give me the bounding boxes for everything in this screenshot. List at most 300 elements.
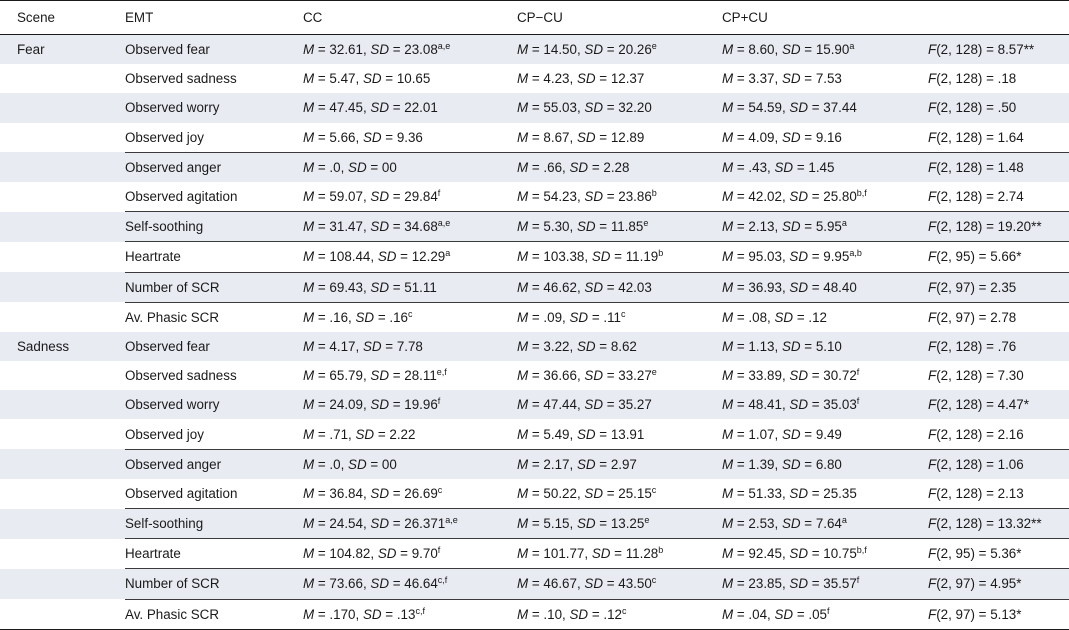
mean-value: 5.15: [543, 516, 570, 532]
significance-superscript: a,e: [445, 515, 458, 526]
significance-superscript: a,e: [437, 218, 451, 229]
mean-symbol: M: [722, 159, 734, 175]
significance-superscript: e: [643, 218, 649, 229]
mean-symbol: M: [722, 485, 734, 501]
f-test-cell: F(2, 128) = 8.57**: [928, 42, 1035, 58]
sd-symbol: SD: [362, 71, 382, 87]
sd-symbol: SD: [591, 546, 611, 562]
significance-superscript: f: [856, 575, 860, 586]
cp-minus-cu-cell: M = 5.30, SD = 11.85$^e$: [517, 212, 722, 242]
table-row: [0, 35, 1069, 65]
f-symbol: F: [928, 368, 937, 384]
sd-symbol: SD: [584, 576, 603, 592]
mean-value: 59.07: [329, 189, 363, 205]
mean-symbol: M: [517, 279, 529, 295]
emt-cell: Av. Phasic SCR: [125, 302, 303, 332]
sd-symbol: SD: [781, 516, 801, 532]
mean-symbol: M: [517, 309, 529, 325]
mean-symbol: M: [303, 129, 315, 145]
cp-plus-cu-cell: M = 1.39, SD = 6.80: [722, 449, 928, 479]
table-row: [0, 599, 1069, 629]
mean-symbol: M: [722, 189, 734, 205]
sd-symbol: SD: [362, 338, 382, 354]
significance-superscript: a,e: [437, 41, 451, 52]
emt-cell: Self-soothing: [125, 212, 303, 242]
sd-value: 26.69: [404, 485, 438, 501]
sd-value: 35.03: [823, 397, 857, 413]
f-value: 2.13: [997, 485, 1024, 501]
header-cp-minus-cu: CP−CU: [517, 1, 722, 35]
header-cp-plus-cu: CP+CU: [722, 1, 928, 35]
mean-value: .71: [329, 426, 349, 442]
significance-superscript: b,f: [856, 545, 867, 556]
sd-symbol: SD: [576, 456, 596, 472]
cc-cell: M = 31.47, SD = $34.68^{a,e}$: [303, 212, 517, 242]
cc-cell: M = .16, SD = .16$^c$: [303, 302, 517, 332]
sd-value: 5.95: [815, 219, 842, 235]
table-row: [0, 212, 1069, 242]
mean-symbol: M: [303, 576, 315, 592]
sd-symbol: SD: [355, 426, 375, 442]
sd-value: 8.62: [610, 338, 637, 354]
sd-symbol: SD: [576, 426, 596, 442]
mean-value: 23.85: [748, 576, 782, 592]
mean-symbol: M: [303, 606, 315, 622]
significance-stars: **: [1031, 219, 1042, 235]
sd-value: 34.68: [404, 219, 438, 235]
f-value: 8.57: [997, 42, 1024, 58]
significance-superscript: c,f: [415, 605, 425, 616]
mean-value: 5.30: [543, 219, 570, 235]
table-row: [0, 123, 1069, 153]
sd-symbol: SD: [584, 368, 603, 384]
sd-value: 7.64: [815, 516, 842, 532]
mean-symbol: M: [303, 42, 315, 58]
significance-superscript: e: [644, 515, 650, 526]
mean-value: 47.44: [543, 397, 577, 413]
header-scene: Scene: [0, 1, 125, 35]
sd-value: 10.65: [396, 71, 431, 87]
f-value: 13.32: [997, 516, 1032, 532]
sd-symbol: SD: [781, 219, 801, 235]
mean-value: .09: [543, 309, 563, 325]
table-row: [0, 509, 1069, 539]
significance-superscript: a: [841, 218, 847, 229]
table-row: [0, 93, 1069, 122]
mean-value: 103.38: [543, 249, 585, 265]
mean-symbol: M: [517, 159, 529, 175]
sd-value: 25.35: [823, 485, 857, 501]
cc-cell: M = 104.82, SD = 9.70$^f$: [303, 539, 517, 569]
header-row: [0, 1, 1069, 35]
sd-value: .12: [603, 606, 622, 622]
scene-cell: [0, 599, 125, 629]
significance-superscript: f: [856, 367, 860, 378]
mean-symbol: M: [722, 338, 734, 354]
mean-symbol: M: [722, 456, 734, 472]
sd-value: 5.10: [815, 338, 842, 354]
significance-stars: *: [1016, 576, 1022, 592]
sd-symbol: SD: [584, 42, 603, 58]
f-symbol: F: [928, 426, 937, 442]
mean-symbol: M: [303, 516, 315, 532]
mean-symbol: M: [722, 546, 734, 562]
sd-symbol: SD: [569, 159, 589, 175]
sd-symbol: SD: [789, 546, 808, 562]
f-value: 1.06: [997, 456, 1024, 472]
sd-symbol: SD: [370, 189, 389, 205]
significance-superscript: f: [437, 396, 441, 407]
emt-cell: Observed anger: [125, 152, 303, 182]
significance-superscript: c: [651, 484, 657, 495]
significance-superscript: a: [841, 515, 847, 526]
significance-stars: *: [1016, 249, 1022, 265]
scene-cell: [0, 390, 125, 419]
mean-symbol: M: [303, 219, 315, 235]
mean-symbol: M: [517, 546, 529, 562]
emt-cell: Self-soothing: [125, 509, 303, 539]
sd-value: 13.25: [610, 516, 645, 532]
significance-superscript: c: [408, 308, 413, 319]
mean-symbol: M: [722, 576, 734, 592]
significance-superscript: b: [658, 545, 664, 556]
cc-cell: M = 24.09, SD = 19.96$^f$: [303, 396, 441, 413]
mean-symbol: M: [303, 159, 315, 175]
sd-value: 11.19: [625, 249, 659, 265]
sd-symbol: SD: [774, 309, 794, 325]
sd-value: 20.26: [618, 42, 652, 58]
f-value: .76: [997, 338, 1017, 354]
mean-symbol: M: [722, 279, 734, 295]
emt-cell: Observed joy: [125, 129, 204, 145]
sd-symbol: SD: [576, 516, 596, 532]
sd-value: 28.11: [404, 368, 437, 384]
f-value: 1.64: [997, 129, 1024, 145]
sd-value: 35.57: [823, 576, 857, 592]
mean-value: 36.84: [329, 485, 363, 501]
table-body: [0, 35, 1069, 630]
f-symbol: F: [928, 485, 937, 501]
sd-symbol: SD: [781, 71, 801, 87]
mean-value: 5.66: [329, 129, 356, 145]
sd-symbol: SD: [789, 368, 808, 384]
cc-cell: M = .170, SD = $.13^{c,f}$: [303, 599, 517, 629]
scene-cell: [0, 449, 125, 479]
f-symbol: F: [928, 219, 937, 235]
table-row: [0, 390, 1069, 419]
mean-value: 5.47: [329, 71, 356, 87]
mean-value: 1.39: [748, 456, 775, 472]
cp-minus-cu-cell: M = 2.17, SD = 2.97: [517, 449, 722, 479]
significance-superscript: f: [856, 396, 860, 407]
f-value: 19.20: [997, 219, 1032, 235]
f-symbol: F: [928, 338, 937, 354]
table-row: [0, 539, 1069, 569]
mean-value: 54.23: [543, 189, 577, 205]
sd-value: 7.53: [815, 71, 842, 87]
cp-plus-cu-cell: M = 33.89, SD = 30.72$^f$: [722, 367, 860, 384]
mean-value: 3.22: [543, 338, 570, 354]
degrees-of-freedom: 2, 128: [940, 456, 978, 472]
mean-value: .0: [329, 456, 341, 472]
significance-superscript: e: [651, 367, 657, 378]
degrees-of-freedom: 2, 128: [940, 189, 978, 205]
sd-value: 13.91: [610, 426, 645, 442]
scene-cell: [0, 361, 125, 390]
scene-cell: [0, 212, 125, 242]
mean-symbol: M: [303, 338, 315, 354]
sd-symbol: SD: [569, 606, 589, 622]
emt-cell: Observed worry: [125, 397, 220, 413]
sd-value: 9.95: [823, 249, 850, 265]
scene-cell: [0, 152, 125, 182]
scene-cell: [0, 272, 125, 302]
cc-cell: M = 108.44, SD = 12.29$^a$: [303, 242, 517, 272]
sd-symbol: SD: [576, 338, 596, 354]
cp-plus-cu-cell: M = 92.45, SD = $10.75^{b,f}$: [722, 539, 928, 569]
sd-symbol: SD: [362, 606, 382, 622]
scene-cell: [0, 123, 125, 153]
mean-symbol: M: [722, 129, 734, 145]
cp-plus-cu-cell: M = 54.59, SD = 37.44: [722, 100, 857, 116]
mean-value: .16: [329, 309, 349, 325]
significance-superscript: c: [437, 484, 443, 495]
sd-symbol: SD: [569, 309, 589, 325]
mean-value: 73.66: [329, 576, 363, 592]
emt-cell: Observed agitation: [125, 189, 238, 205]
scene-cell: [0, 509, 125, 539]
sd-value: 46.64: [404, 576, 438, 592]
sd-value: 25.15: [618, 485, 652, 501]
sd-symbol: SD: [781, 456, 801, 472]
mean-value: 1.07: [748, 426, 775, 442]
f-value: 2.16: [997, 426, 1024, 442]
significance-superscript: f: [437, 188, 441, 199]
significance-superscript: b,f: [856, 188, 867, 199]
f-symbol: F: [928, 42, 937, 58]
sd-value: 2.22: [389, 426, 416, 442]
significance-superscript: a: [849, 41, 855, 52]
mean-value: 46.67: [543, 576, 577, 592]
sd-symbol: SD: [781, 129, 801, 145]
scene-cell: [0, 93, 125, 122]
significance-superscript: a: [445, 248, 451, 259]
cp-plus-cu-cell: M = 2.53, SD = 7.64$^a$: [722, 509, 928, 539]
significance-stars: *: [1016, 546, 1022, 562]
sd-value: 23.86: [618, 189, 652, 205]
cp-plus-cu-cell: M = 51.33, SD = 25.35: [722, 485, 857, 501]
f-value: 4.95: [990, 576, 1017, 592]
mean-symbol: M: [517, 189, 529, 205]
emt-cell: Observed fear: [125, 42, 210, 58]
mean-symbol: M: [517, 219, 529, 235]
header-emt: EMT: [125, 1, 303, 35]
f-test-cell: F(2, 97) = 4.95*: [928, 569, 1069, 599]
degrees-of-freedom: 2, 97: [940, 576, 971, 592]
cp-minus-cu-cell: M = 46.67, SD = 43.50$^c$: [517, 569, 722, 599]
sd-value: 33.27: [618, 368, 652, 384]
mean-symbol: M: [722, 42, 734, 58]
cp-plus-cu-cell: M = 4.09, SD = 9.16: [722, 129, 842, 145]
f-symbol: F: [928, 576, 937, 592]
mean-value: 101.77: [543, 546, 585, 562]
mean-value: 55.03: [543, 100, 577, 116]
mean-value: 24.09: [329, 397, 363, 413]
sd-value: 1.45: [808, 159, 835, 175]
significance-superscript: c,f: [437, 575, 448, 586]
f-test-cell: F(2, 128) = 4.47*: [928, 397, 1029, 413]
f-test-cell: F(2, 97) = 2.78: [928, 302, 1069, 332]
mean-symbol: M: [722, 100, 734, 116]
mean-symbol: M: [517, 397, 529, 413]
sd-symbol: SD: [789, 397, 808, 413]
mean-symbol: M: [303, 368, 315, 384]
mean-value: 5.49: [543, 426, 570, 442]
f-value: 2.35: [990, 279, 1017, 295]
table-row: [0, 242, 1069, 272]
degrees-of-freedom: 2, 97: [940, 309, 971, 325]
mean-symbol: M: [517, 100, 529, 116]
scene-cell: [0, 302, 125, 332]
mean-value: 4.23: [543, 71, 570, 87]
mean-symbol: M: [517, 368, 529, 384]
f-test-cell: F(2, 128) = 7.30: [928, 368, 1024, 384]
cp-minus-cu-cell: M = 47.44, SD = 35.27: [517, 397, 652, 413]
f-test-cell: F(2, 128) = 2.74: [928, 189, 1024, 205]
cc-cell: M = 69.43, SD = 51.11: [303, 272, 517, 302]
cc-cell: M = 59.07, SD = 29.84$^f$: [303, 188, 441, 205]
mean-value: 4.17: [329, 338, 356, 354]
sd-value: 11.85: [610, 219, 644, 235]
f-value: 1.48: [997, 159, 1024, 175]
table-row: [0, 152, 1069, 182]
cc-cell: M = .0, SD = 00: [303, 449, 517, 479]
f-test-cell: F(2, 128) = 1.06: [928, 449, 1069, 479]
significance-stars: **: [1023, 42, 1035, 58]
sd-value: 2.97: [610, 456, 637, 472]
mean-value: 32.61: [329, 42, 363, 58]
mean-symbol: M: [517, 129, 529, 145]
sd-symbol: SD: [576, 129, 596, 145]
mean-value: 4.09: [748, 129, 775, 145]
sd-value: 23.08: [404, 42, 438, 58]
significance-stars: **: [1031, 516, 1042, 532]
cp-minus-cu-cell: M = 8.67, SD = 12.89: [517, 129, 645, 145]
f-symbol: F: [928, 516, 937, 532]
f-test-cell: F(2, 128) = .50: [928, 100, 1017, 116]
sd-value: 26.371: [404, 516, 446, 532]
sd-value: 7.78: [396, 338, 423, 354]
sd-value: .12: [808, 309, 827, 325]
sd-value: 35.27: [618, 397, 652, 413]
emt-cell: Observed worry: [125, 100, 220, 116]
sd-symbol: SD: [370, 516, 389, 532]
cp-minus-cu-cell: M = 14.50, SD = 20.26$^e$: [517, 41, 657, 58]
sd-symbol: SD: [348, 159, 367, 175]
sd-symbol: SD: [781, 42, 801, 58]
f-test-cell: F(2, 128) = 1.48: [928, 152, 1069, 182]
mean-symbol: M: [517, 576, 529, 592]
cp-minus-cu-cell: M = 101.77, SD = 11.28$^b$: [517, 539, 722, 569]
mean-symbol: M: [517, 426, 529, 442]
cp-minus-cu-cell: M = .09, SD = .11$^c$: [517, 302, 722, 332]
sd-symbol: SD: [370, 279, 389, 295]
mean-symbol: M: [517, 456, 529, 472]
sd-symbol: SD: [370, 397, 389, 413]
sd-value: 12.37: [610, 71, 645, 87]
significance-superscript: e: [651, 41, 657, 52]
sd-value: .13: [396, 606, 416, 622]
significance-superscript: c: [622, 605, 627, 616]
sd-value: 9.36: [396, 129, 423, 145]
sd-symbol: SD: [781, 426, 801, 442]
sd-value: 30.72: [823, 368, 857, 384]
f-test-cell: F(2, 97) = 2.35: [928, 272, 1069, 302]
cp-minus-cu-cell: M = 5.49, SD = 13.91: [517, 426, 645, 442]
sd-symbol: SD: [789, 485, 808, 501]
mean-symbol: M: [303, 100, 315, 116]
sd-symbol: SD: [774, 606, 794, 622]
emt-cell: Observed fear: [125, 338, 210, 354]
cp-plus-cu-cell: M = 23.85, SD = 35.57$^f$: [722, 569, 928, 599]
cc-cell: M = 5.66, SD = 9.36: [303, 129, 423, 145]
sd-symbol: SD: [370, 485, 389, 501]
scene-cell: [0, 182, 125, 212]
cp-plus-cu-cell: M = .04, SD = .05$^f$: [722, 599, 928, 629]
emt-cell: Number of SCR: [125, 569, 303, 599]
cp-plus-cu-cell: M = 36.93, SD = 48.40: [722, 272, 928, 302]
mean-symbol: M: [303, 426, 315, 442]
sd-value: .05: [808, 606, 827, 622]
f-value: 5.66: [990, 249, 1017, 265]
f-symbol: F: [928, 189, 937, 205]
degrees-of-freedom: 2, 128: [940, 516, 978, 532]
f-symbol: F: [928, 606, 937, 622]
mean-value: 8.60: [748, 42, 775, 58]
scene-cell: Sadness: [17, 338, 70, 354]
f-value: 4.47: [997, 397, 1024, 413]
mean-symbol: M: [722, 397, 734, 413]
sd-symbol: SD: [789, 100, 808, 116]
mean-value: 50.22: [543, 485, 577, 501]
sd-symbol: SD: [774, 159, 794, 175]
emt-cell: Observed agitation: [125, 485, 238, 501]
mean-value: .08: [748, 309, 768, 325]
sd-symbol: SD: [781, 338, 801, 354]
emt-cell: Heartrate: [125, 539, 303, 569]
sd-value: 00: [381, 159, 397, 175]
mean-value: 69.43: [329, 279, 363, 295]
cc-cell: M = 47.45, SD = 22.01: [303, 100, 438, 116]
sd-symbol: SD: [584, 189, 603, 205]
f-test-cell: F(2, 128) = .18: [928, 71, 1017, 87]
sd-symbol: SD: [576, 71, 596, 87]
f-test-cell: F(2, 97) = 5.13*: [928, 599, 1069, 629]
mean-symbol: M: [303, 71, 315, 87]
cc-cell: M = 36.84, SD = 26.69$^c$: [303, 484, 443, 501]
cc-cell: M = 4.17, SD = 7.78: [303, 338, 423, 354]
cp-plus-cu-cell: M = 1.07, SD = 9.49: [722, 426, 842, 442]
sd-value: 9.49: [815, 426, 842, 442]
sd-value: 37.44: [823, 100, 857, 116]
sd-symbol: SD: [370, 576, 389, 592]
sd-symbol: SD: [348, 456, 367, 472]
table-row: [0, 272, 1069, 302]
sd-value: 15.90: [815, 42, 850, 58]
cc-cell: M = 32.61, SD = $23.08^{a,e}$: [303, 41, 451, 58]
sd-symbol: SD: [370, 219, 389, 235]
mean-symbol: M: [303, 249, 315, 265]
